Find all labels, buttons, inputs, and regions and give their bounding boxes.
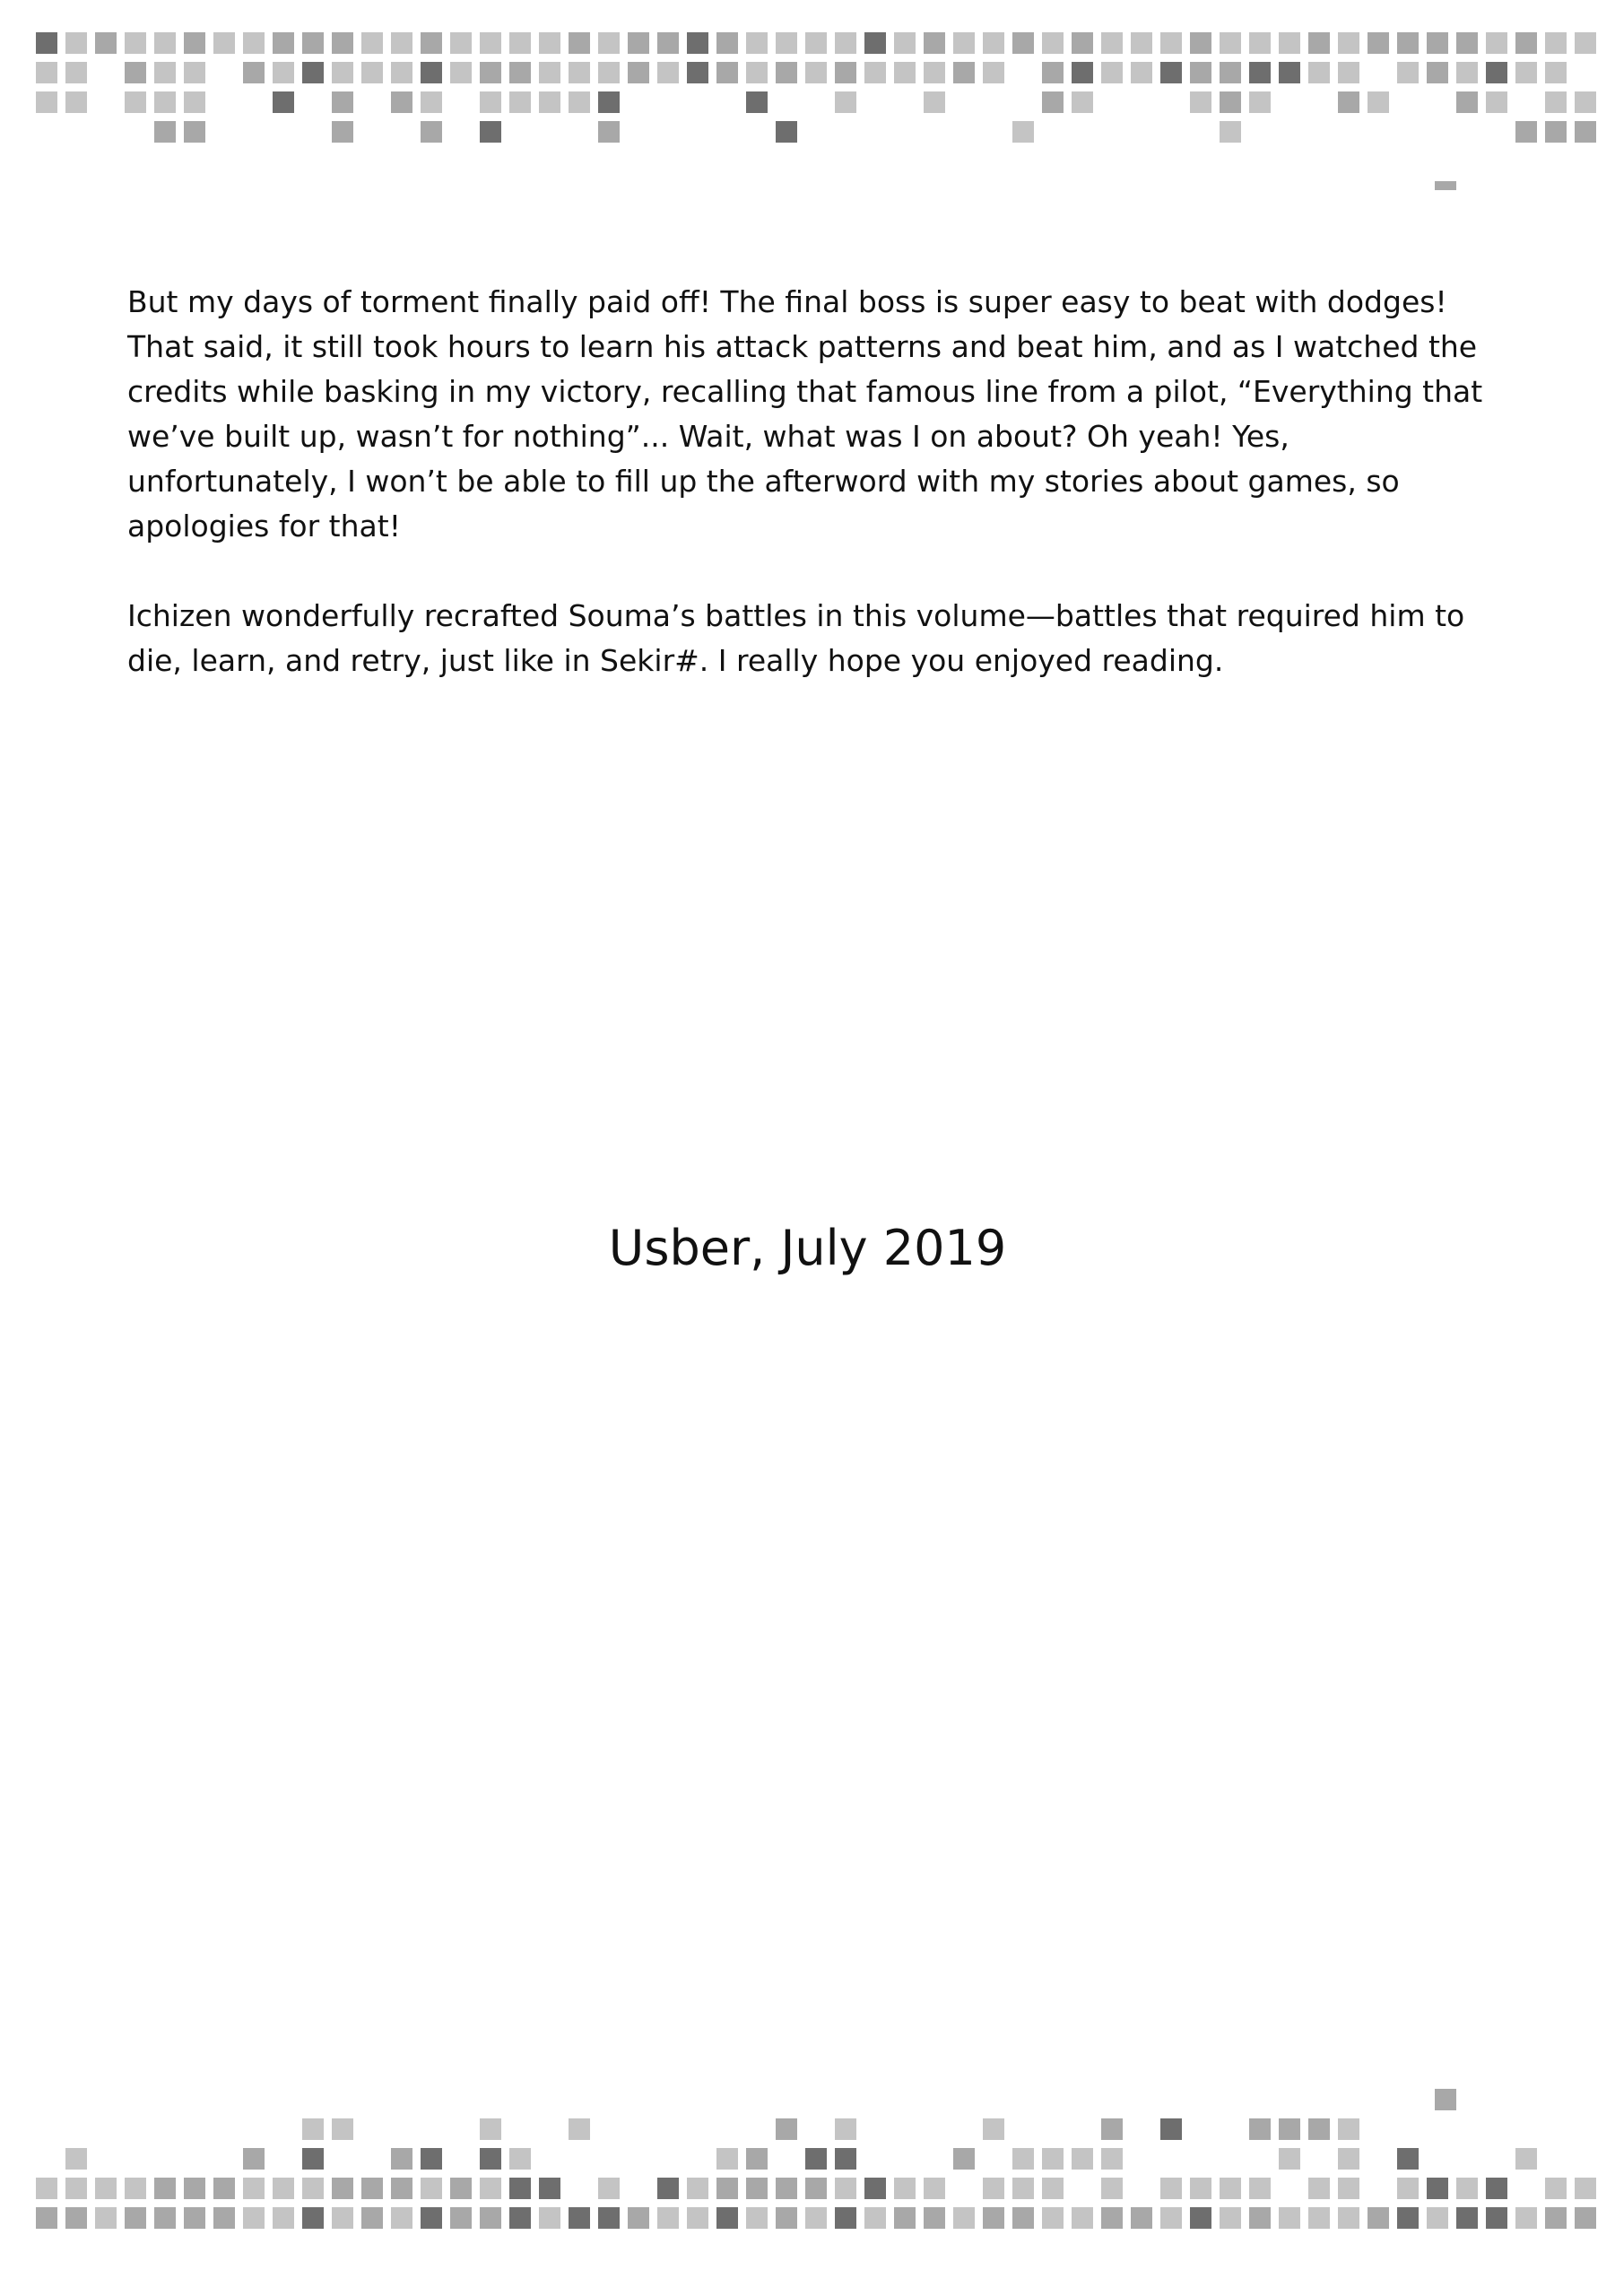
pixel-square [983, 62, 1004, 83]
pixel-square [657, 32, 679, 54]
pixel-square [1338, 2118, 1359, 2140]
pixel-square [983, 2118, 1004, 2140]
pixel-square [1042, 2178, 1064, 2199]
pixel-square [776, 32, 797, 54]
pixel-square [1042, 32, 1064, 54]
pixel-square [273, 62, 294, 83]
pixel-square [835, 2178, 856, 2199]
pixel-square [125, 32, 146, 54]
pixel-square [539, 32, 560, 54]
pixel-square [1190, 91, 1211, 113]
pixel-square [421, 2148, 442, 2170]
pixel-square [36, 91, 57, 113]
pixel-square [983, 2207, 1004, 2229]
pixel-square [687, 32, 708, 54]
pixel-square [1249, 2207, 1271, 2229]
pixel-square [154, 2207, 176, 2229]
author-signature: Usber, July 2019 [608, 1220, 1007, 1276]
pixel-square [391, 2207, 412, 2229]
pixel-square [1486, 32, 1507, 54]
pixel-square [302, 32, 324, 54]
pixel-square [598, 2178, 620, 2199]
pixel-square [125, 2207, 146, 2229]
pixel-square [213, 32, 235, 54]
pixel-square [805, 2207, 827, 2229]
pixel-square [1279, 62, 1300, 83]
pixel-square [1190, 2207, 1211, 2229]
pixel-square [480, 32, 501, 54]
pixel-square [421, 2178, 442, 2199]
pixel-square [125, 91, 146, 113]
pixel-square [924, 32, 945, 54]
pixel-square [509, 2207, 531, 2229]
pixel-square [154, 2178, 176, 2199]
pixel-square [628, 62, 649, 83]
pixel-square [539, 2207, 560, 2229]
pixel-square [1012, 2178, 1034, 2199]
pixel-square [628, 32, 649, 54]
pixel-square [65, 32, 87, 54]
pixel-square [65, 2207, 87, 2229]
pixel-square [1101, 2148, 1123, 2170]
pixel-square [1101, 2178, 1123, 2199]
pixel-square [835, 32, 856, 54]
pixel-square [184, 2207, 205, 2229]
pixel-square [154, 91, 176, 113]
pixel-square [1101, 2207, 1123, 2229]
pixel-square [1545, 91, 1567, 113]
pixel-square [569, 2118, 590, 2140]
pixel-square [1042, 2148, 1064, 2170]
pixel-square [480, 91, 501, 113]
pixel-square [421, 2207, 442, 2229]
pixel-square [746, 2178, 768, 2199]
pixel-square [835, 91, 856, 113]
pixel-square [36, 2178, 57, 2199]
pixel-square [1220, 2178, 1241, 2199]
pixel-square [924, 2178, 945, 2199]
pixel-square [421, 91, 442, 113]
pixel-square [480, 62, 501, 83]
pixel-square [1515, 32, 1537, 54]
pixel-square [243, 32, 265, 54]
pixel-square [213, 2178, 235, 2199]
pixel-square [332, 62, 353, 83]
pixel-square [480, 2148, 501, 2170]
pixel-square [509, 91, 531, 113]
pixel-square [273, 2178, 294, 2199]
pixel-square [184, 121, 205, 143]
pixel-square [332, 2207, 353, 2229]
pixel-square [569, 2207, 590, 2229]
pixel-square [450, 2178, 472, 2199]
pixel-square [1042, 91, 1064, 113]
pixel-square [598, 121, 620, 143]
pixel-square [65, 62, 87, 83]
pixel-square [1397, 2207, 1419, 2229]
pixel-square [302, 62, 324, 83]
pixel-square [361, 32, 383, 54]
pixel-square [1012, 2148, 1034, 2170]
pixel-square [1545, 121, 1567, 143]
pixel-square [450, 62, 472, 83]
pixel-square [1249, 2118, 1271, 2140]
pixel-square [65, 2178, 87, 2199]
pixel-square [1190, 32, 1211, 54]
pixel-square [1515, 2148, 1537, 2170]
pixel-square [539, 62, 560, 83]
afterword-body [127, 280, 1508, 728]
pixel-square [628, 2207, 649, 2229]
pixel-square [1427, 2207, 1448, 2229]
pixel-square [1308, 62, 1330, 83]
pixel-square [776, 2207, 797, 2229]
pixel-square [1308, 2178, 1330, 2199]
pixel-square [805, 32, 827, 54]
pixel-square [509, 32, 531, 54]
pixel-square [36, 2207, 57, 2229]
pixel-square [361, 62, 383, 83]
pixel-square [1131, 2207, 1152, 2229]
pixel-square [1368, 32, 1389, 54]
pixel-square [776, 121, 797, 143]
pixel-square [1308, 32, 1330, 54]
pixel-square [1072, 32, 1093, 54]
pixel-square [746, 32, 768, 54]
bottom-pixel-border [0, 2081, 1615, 2296]
pixel-square [598, 62, 620, 83]
pixel-square [953, 2148, 975, 2170]
pixel-square [302, 2178, 324, 2199]
pixel-square [924, 62, 945, 83]
pixel-square [657, 2178, 679, 2199]
pixel-square [302, 2207, 324, 2229]
pixel-square [1338, 2207, 1359, 2229]
pixel-square [95, 2178, 117, 2199]
pixel-square [1012, 32, 1034, 54]
top-pixel-border [0, 0, 1615, 197]
pixel-square [953, 32, 975, 54]
pixel-square [746, 2148, 768, 2170]
pixel-square [1279, 2207, 1300, 2229]
pixel-square [302, 2148, 324, 2170]
pixel-square [1249, 32, 1271, 54]
pixel-square [1515, 2207, 1537, 2229]
pixel-square [1575, 91, 1596, 113]
pixel-square [1545, 32, 1567, 54]
pixel-square [687, 2178, 708, 2199]
pixel-square [421, 121, 442, 143]
pixel-square [1427, 32, 1448, 54]
pixel-square [184, 32, 205, 54]
pixel-square [1072, 91, 1093, 113]
pixel-square [539, 2178, 560, 2199]
pixel-square [835, 2118, 856, 2140]
pixel-square [1575, 2207, 1596, 2229]
pixel-square [125, 62, 146, 83]
pixel-square [1575, 32, 1596, 54]
pixel-square [125, 2178, 146, 2199]
pixel-square [421, 32, 442, 54]
pixel-square [65, 91, 87, 113]
pixel-square [184, 62, 205, 83]
pixel-square [746, 62, 768, 83]
pixel-square [1012, 121, 1034, 143]
pixel-square [1012, 2207, 1034, 2229]
pixel-square [598, 91, 620, 113]
pixel-square [805, 62, 827, 83]
pixel-square [1279, 32, 1300, 54]
pixel-square [1575, 2178, 1596, 2199]
pixel-square [332, 2178, 353, 2199]
pixel-square [716, 62, 738, 83]
pixel-square [805, 2148, 827, 2170]
pixel-square [569, 91, 590, 113]
pixel-square [805, 2178, 827, 2199]
pixel-square [1456, 32, 1478, 54]
pixel-square [480, 2118, 501, 2140]
pixel-square [1220, 62, 1241, 83]
pixel-square [332, 91, 353, 113]
pixel-square [1515, 62, 1537, 83]
pixel-square [894, 2207, 916, 2229]
pixel-square [835, 62, 856, 83]
pixel-square [746, 91, 768, 113]
pixel-square [1190, 2178, 1211, 2199]
pixel-square [1486, 2178, 1507, 2199]
pixel-square [1486, 62, 1507, 83]
pixel-square [1101, 2118, 1123, 2140]
pixel-square [1456, 2178, 1478, 2199]
pixel-square [687, 62, 708, 83]
pixel-square [983, 32, 1004, 54]
pixel-square [1160, 2207, 1182, 2229]
pixel-square [569, 62, 590, 83]
pixel-square [1456, 62, 1478, 83]
pixel-square [1456, 91, 1478, 113]
pixel-square [1072, 2148, 1093, 2170]
pixel-square [421, 62, 442, 83]
pixel-square [716, 32, 738, 54]
afterword-paragraph-1: But my days of torment finally paid off! The final boss is super easy to beat with dodges! That said, it still took hours to learn his attack patterns and beat him, and as I watched the credits while basking in my victory, recalling that famous line from a pilot, “Everything that we’ve built up, wasn’t for nothing”... Wait, what was I on about? Oh yeah! Yes, unfortunately, I won’t be able to fill up the afterword with my stories about games, so apologies for that! [127, 284, 1483, 544]
pixel-square [864, 2178, 886, 2199]
pixel-square [1368, 2207, 1389, 2229]
pixel-square [1249, 91, 1271, 113]
afterword-paragraph-2: Ichizen wonderfully recrafted Souma’s battles in this volume—battles that required him to die, learn, and retry, just like in Sekir#. I really hope you enjoyed reading. [127, 598, 1465, 678]
pixel-square [1486, 2207, 1507, 2229]
pixel-square [1397, 62, 1419, 83]
pixel-square [243, 2178, 265, 2199]
pixel-square [391, 91, 412, 113]
pixel-square [450, 32, 472, 54]
pixel-square [1545, 62, 1567, 83]
pixel-square [1575, 121, 1596, 143]
pixel-square [509, 2178, 531, 2199]
pixel-square [716, 2207, 738, 2229]
pixel-square [154, 62, 176, 83]
pixel-square [1131, 62, 1152, 83]
pixel-square [332, 2118, 353, 2140]
pixel-square [716, 2178, 738, 2199]
pixel-square [273, 32, 294, 54]
pixel-square [953, 2207, 975, 2229]
pixel-square [36, 62, 57, 83]
pixel-square [273, 2207, 294, 2229]
pixel-square [539, 91, 560, 113]
pixel-square [391, 32, 412, 54]
pixel-square [864, 32, 886, 54]
pixel-square [1427, 2178, 1448, 2199]
pixel-square [154, 121, 176, 143]
pixel-square [1279, 2118, 1300, 2140]
pixel-square [1545, 2178, 1567, 2199]
pixel-square [480, 2207, 501, 2229]
pixel-square [1220, 2207, 1241, 2229]
pixel-square [1131, 32, 1152, 54]
pixel-square [243, 2148, 265, 2170]
pixel-square [1435, 2089, 1456, 2110]
pixel-square [1190, 62, 1211, 83]
pixel-square [1456, 2207, 1478, 2229]
pixel-square [835, 2148, 856, 2170]
pixel-square [1427, 62, 1448, 83]
pixel-square [243, 2207, 265, 2229]
pixel-square [1308, 2207, 1330, 2229]
pixel-square [1220, 91, 1241, 113]
pixel-square [1308, 2118, 1330, 2140]
pixel-square [1338, 2178, 1359, 2199]
pixel-square [1279, 2148, 1300, 2170]
pixel-square [184, 2178, 205, 2199]
pixel-square [1072, 2207, 1093, 2229]
pixel-square [184, 91, 205, 113]
pixel-square [1042, 62, 1064, 83]
pixel-square [1486, 91, 1507, 113]
pixel-square [598, 32, 620, 54]
pixel-square [1338, 32, 1359, 54]
pixel-square [776, 62, 797, 83]
pixel-square [480, 121, 501, 143]
pixel-square [953, 62, 975, 83]
pixel-square [391, 62, 412, 83]
pixel-square [1338, 62, 1359, 83]
pixel-square [36, 32, 57, 54]
pixel-square [302, 2118, 324, 2140]
pixel-square [746, 2207, 768, 2229]
pixel-square [391, 2148, 412, 2170]
pixel-square [1338, 2148, 1359, 2170]
pixel-square [894, 62, 916, 83]
pixel-square [776, 2118, 797, 2140]
pixel-square [509, 62, 531, 83]
pixel-square [480, 2178, 501, 2199]
pixel-square [1397, 2148, 1419, 2170]
pixel-square [95, 2207, 117, 2229]
pixel-square [1160, 2118, 1182, 2140]
pixel-square [213, 2207, 235, 2229]
pixel-square [1397, 2178, 1419, 2199]
pixel-square [1249, 2178, 1271, 2199]
pixel-square [332, 32, 353, 54]
pixel-square [835, 2207, 856, 2229]
pixel-square [95, 32, 117, 54]
pixel-square [598, 2207, 620, 2229]
pixel-square [983, 2178, 1004, 2199]
pixel-square [1397, 32, 1419, 54]
pixel-square [450, 2207, 472, 2229]
pixel-square [864, 62, 886, 83]
pixel-square [1072, 62, 1093, 83]
pixel-square [1338, 91, 1359, 113]
pixel-square [1515, 121, 1537, 143]
pixel-square [1435, 181, 1456, 190]
pixel-square [391, 2178, 412, 2199]
pixel-square [924, 2207, 945, 2229]
pixel-square [1545, 2207, 1567, 2229]
pixel-square [1220, 121, 1241, 143]
pixel-square [1368, 91, 1389, 113]
pixel-square [154, 32, 176, 54]
pixel-square [776, 2178, 797, 2199]
pixel-square [924, 91, 945, 113]
pixel-square [864, 2207, 886, 2229]
pixel-square [332, 121, 353, 143]
pixel-square [687, 2207, 708, 2229]
pixel-square [657, 2207, 679, 2229]
pixel-square [361, 2178, 383, 2199]
pixel-square [361, 2207, 383, 2229]
pixel-square [1249, 62, 1271, 83]
pixel-square [1220, 32, 1241, 54]
pixel-square [1160, 62, 1182, 83]
pixel-square [894, 32, 916, 54]
pixel-square [1101, 32, 1123, 54]
pixel-square [894, 2178, 916, 2199]
pixel-square [716, 2148, 738, 2170]
pixel-square [569, 32, 590, 54]
pixel-square [1101, 62, 1123, 83]
pixel-square [65, 2148, 87, 2170]
pixel-square [509, 2148, 531, 2170]
pixel-square [1042, 2207, 1064, 2229]
pixel-square [1160, 32, 1182, 54]
pixel-square [243, 62, 265, 83]
pixel-square [1160, 2178, 1182, 2199]
pixel-square [273, 91, 294, 113]
pixel-square [657, 62, 679, 83]
